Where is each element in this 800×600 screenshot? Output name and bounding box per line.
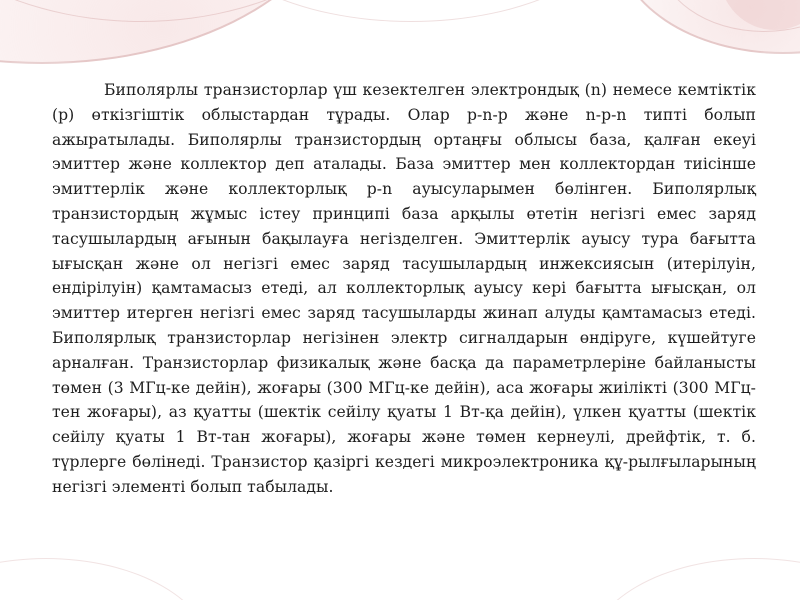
body-paragraph: Биполярлы транзисторлар үш кезектелген электрондық (n) немесе кемтіктік (p) өткізгіштік облыстардан тұрады. Олар p-n-p және n-p-n типті болып ажыратылады. Биполярлы транзистордың ортаңғы облысы база, қалған екеуі эмиттер және коллектор деп аталады. База эмиттер мен коллектордан тиісінше эмиттерлік және коллекторлық p-n ауысуларымен бөлінген. Биполярлық транзистордың жұмыс істеу принципі база арқылы өтетін негізгі емес заряд тасушылардың ағынын бақылауға негізделген. Эмиттерлік ауысу тура бағытта ығысқан және ол негізгі емес заряд тасушылардың инжексиясын (итерілуін, ендірілуін) қамтамасыз етеді, ал коллекторлық ауысу кері бағытта ығысқан, ол эмиттер итерген негізгі емес заряд тасушыларды жинап алуды қамтамасыз етеді. Биполярлық транзисторлар негізінен электр сигналдарын өндіруге, күшейтуге арналған. Транзисторлар физикалық және басқа да параметрлеріне байланысты төмен (3 МГц-ке дейін), жоғары (300 МГц-ке дейін), аса жоғары жиілікті (300 МГц-тен жоғары), аз қуатты (шектік сейілу қуаты 1 Вт-қа дейін), үлкен қуатты (шектік сейілу қуаты 1 Вт-тан жоғары), жоғары және төмен кернеулі, дрейфтік, т. б. түрлерге бөлінеді. Транзистор қазіргі кездегі микроэлектроника құ-рылғыларының негізгі элементі болып табылады. bbox=[52, 81, 756, 496]
corner-decoration bbox=[0, 558, 212, 600]
corner-decoration bbox=[588, 558, 800, 600]
